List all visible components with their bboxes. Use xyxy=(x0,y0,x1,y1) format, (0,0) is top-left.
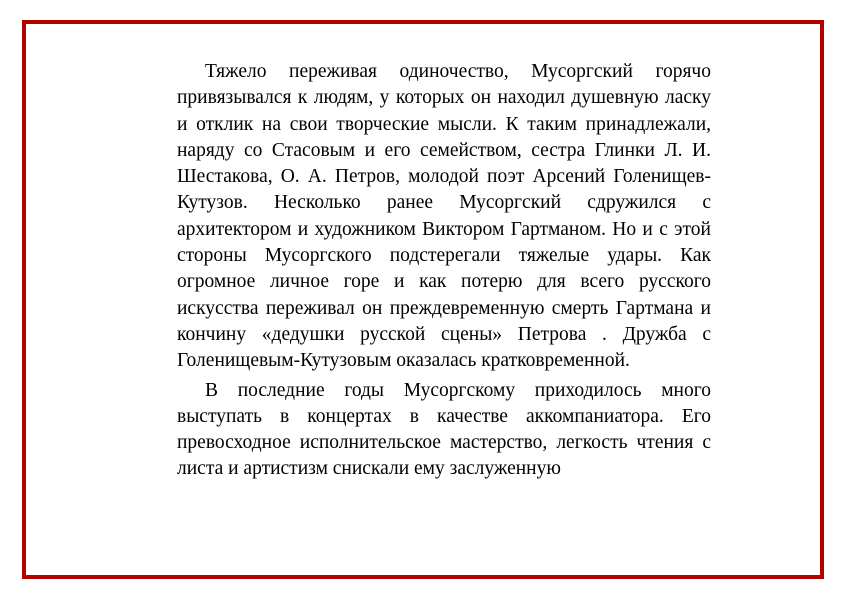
paragraph-2: В последние годы Мусоргскому приходилось много выступать в концертах в качестве аккомпаниатора. Его превосходное исполнительское мастерство, легкость чтения с листа и артистизм снискали ему заслуженную xyxy=(177,379,711,480)
paragraph-1: Тяжело переживая одиночество, Мусоргский горячо привязывался к людям, у которых он находил душевную ласку и отклик на свои творческие мысли. К таким принадлежали, наряду со Стасовым и его семейством, сестра Глинки Л. И. Шестакова, О. А. Петров, молодой поэт Арсений Голенищев-Кутузов. Несколько ранее Мусоргский сдружился с архитектором и художником Виктором Гартманом. Но и с этой стороны Мусоргского подстерегали тяжелые удары. Как огромное личное горе и как потерю для всего русского искусства переживал он преждевременную смерть Гартмана и кончину «дедушки русской сцены» Петрова . Дружба с Голенищевым-Кутузовым оказалась кратковременной. xyxy=(177,61,711,372)
text-block xyxy=(177,59,711,483)
